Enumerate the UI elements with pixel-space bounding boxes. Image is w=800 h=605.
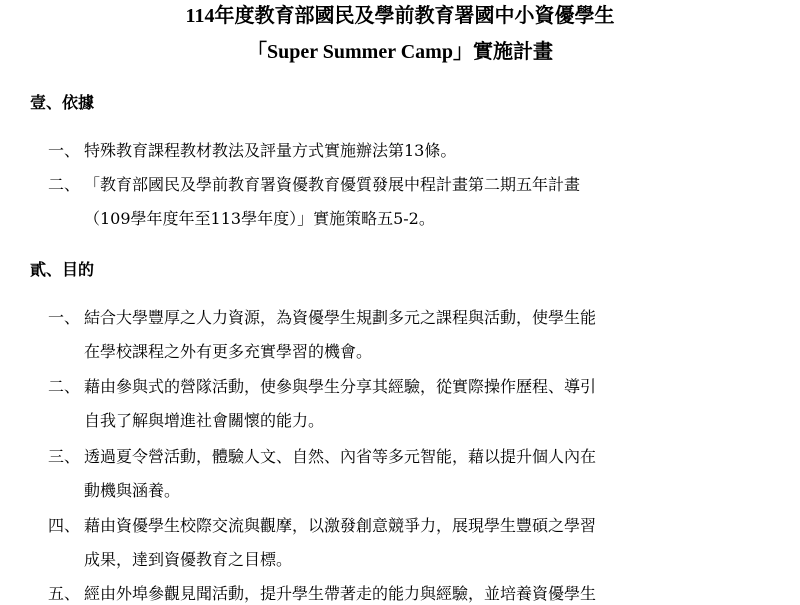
document-title-line-2: 「Super Summer Camp」實施計畫 — [247, 41, 553, 63]
document-title-line-1: 114年度教育部國民及學前教育署國中小資優學生 — [185, 5, 615, 27]
list-item — [48, 515, 596, 537]
item-text: 藉由參與式的營隊活動，使參與學生分享其經驗，從實際操作歷程、導引 — [84, 377, 597, 396]
list-item — [48, 446, 596, 468]
section-heading-purpose: 貳、目的 — [30, 260, 95, 279]
item-text: 結合大學豐厚之人力資源，為資優學生規劃多元之課程與活動，使學生能 — [84, 308, 597, 327]
list-item — [48, 174, 580, 196]
item-text: 藉由資優學生校際交流與觀摩，以激發創意競爭力，展現學生豐碩之學習 — [84, 516, 597, 535]
item-number: 四、 — [48, 516, 81, 535]
item-text: 透過夏令營活動，體驗人文、自然、內省等多元智能，藉以提升個人內在 — [84, 447, 597, 466]
item-number: 二、 — [48, 377, 81, 396]
item-text-continuation: 動機與涵養。 — [84, 481, 181, 500]
item-number: 一、 — [48, 141, 81, 160]
item-text-continuation: 在學校課程之外有更多充實學習的機會。 — [84, 342, 373, 361]
item-text: 特殊教育課程教材教法及評量方式實施辦法第13條。 — [84, 141, 457, 160]
item-text-continuation: （109學年度年至113學年度）」實施策略五5-2。 — [84, 209, 435, 228]
item-text: 「教育部國民及學前教育署資優教育優質發展中程計畫第二期五年計畫 — [84, 175, 581, 194]
item-number: 三、 — [48, 447, 81, 466]
list-item — [48, 140, 456, 162]
list-item — [48, 307, 596, 329]
list-item — [48, 583, 596, 605]
item-number: 二、 — [48, 175, 81, 194]
item-number: 一、 — [48, 308, 81, 327]
list-item — [48, 376, 596, 398]
item-text: 經由外埠參觀見聞活動，提升學生帶著走的能力與經驗，並培養資優學生 — [84, 584, 597, 603]
item-number: 五、 — [48, 584, 81, 603]
item-text-continuation: 成果，達到資優教育之目標。 — [84, 550, 293, 569]
item-text-continuation: 自我了解與增進社會關懷的能力。 — [84, 411, 325, 430]
section-heading-basis: 壹、依據 — [30, 93, 95, 112]
